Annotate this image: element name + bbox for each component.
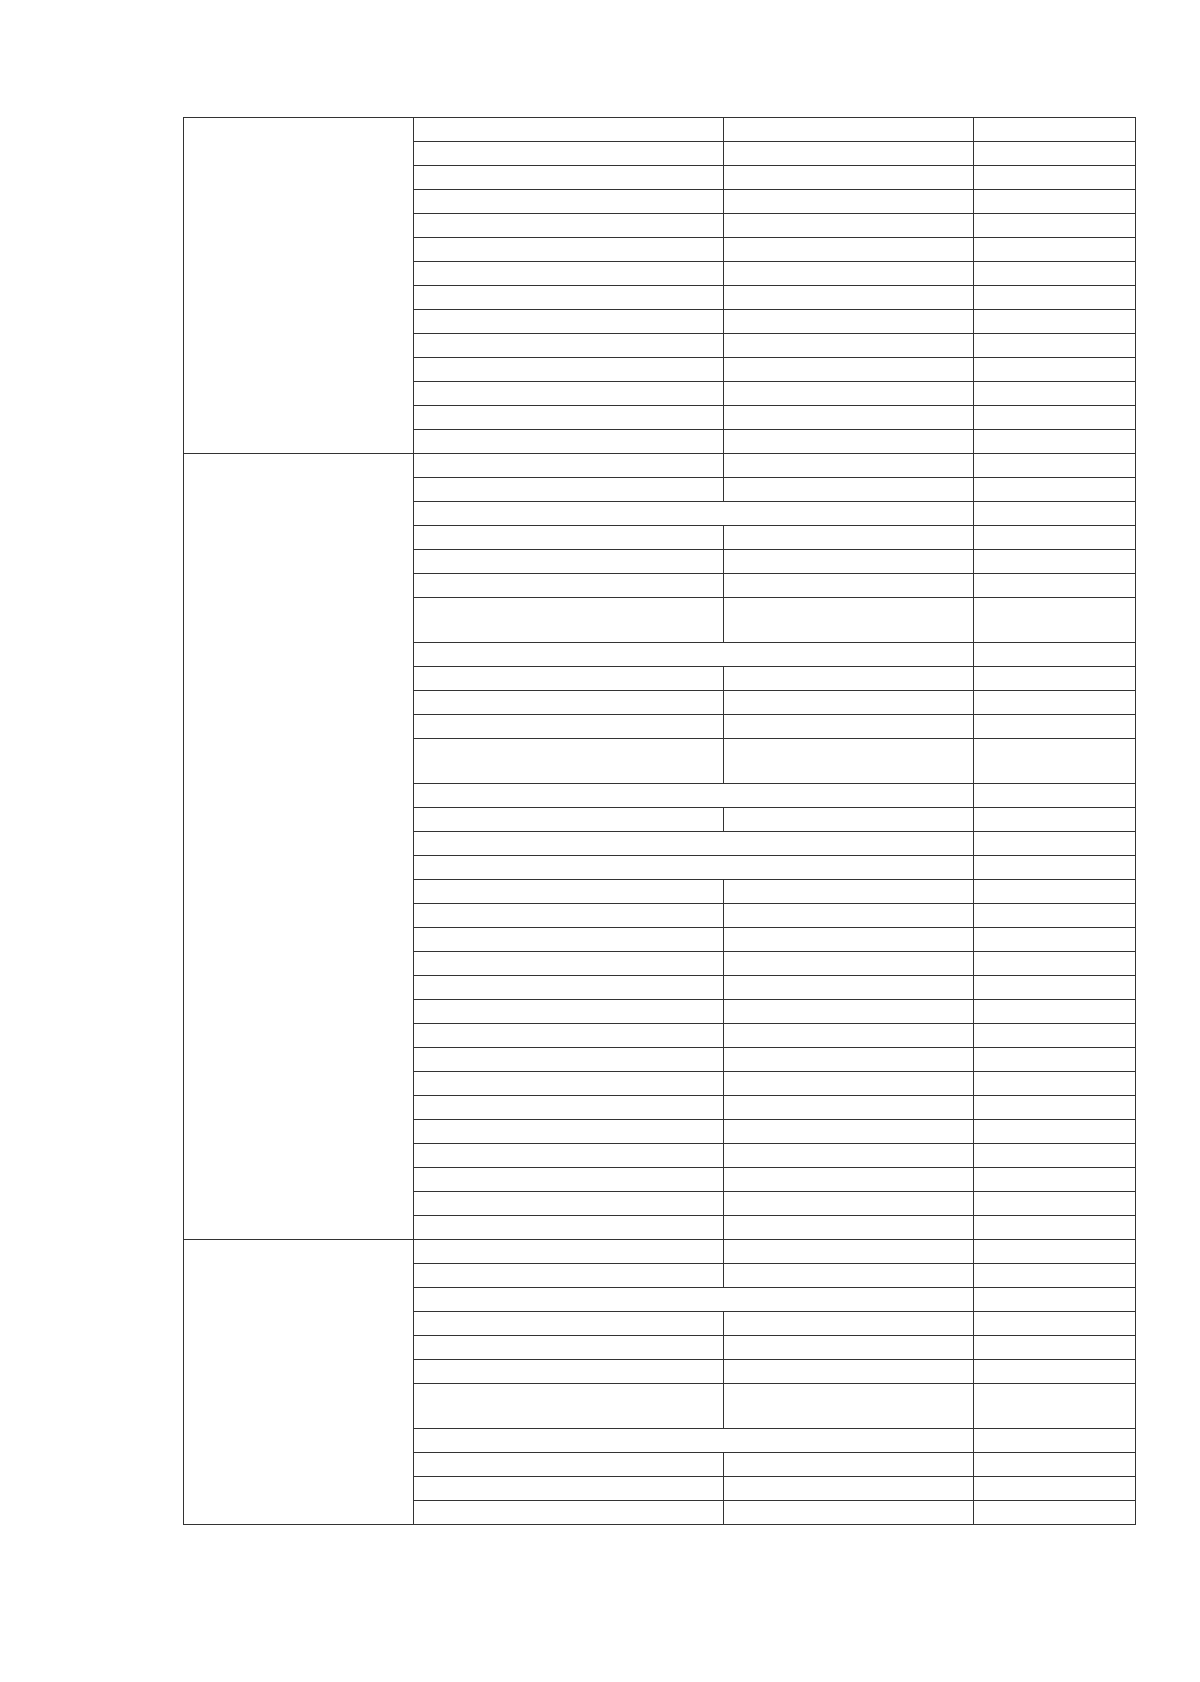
- area-name-cell: [414, 784, 974, 808]
- quarters-cell: [724, 142, 974, 166]
- area-value-cell: [974, 358, 1136, 382]
- area-name-cell: [414, 358, 724, 382]
- quarters-cell: [724, 358, 974, 382]
- area-name-cell: [414, 832, 974, 856]
- area-name-cell: [414, 166, 724, 190]
- quarters-cell: [724, 118, 974, 142]
- area-value-cell: [974, 1048, 1136, 1072]
- area-value-cell: [974, 502, 1136, 526]
- area-name-cell: [414, 1168, 724, 1192]
- area-name-cell: [414, 1024, 724, 1048]
- area-value-cell: [974, 430, 1136, 454]
- quarters-cell: [724, 166, 974, 190]
- quarters-cell: [724, 1000, 974, 1024]
- quarters-cell: [724, 286, 974, 310]
- area-value-cell: [974, 904, 1136, 928]
- area-value-cell: [974, 784, 1136, 808]
- quarters-cell: [724, 598, 974, 643]
- area-value-cell: [974, 880, 1136, 904]
- area-value-cell: [974, 1120, 1136, 1144]
- area-value-cell: [974, 598, 1136, 643]
- quarters-cell: [724, 667, 974, 691]
- area-value-cell: [974, 382, 1136, 406]
- quarters-cell: [724, 1453, 974, 1477]
- purpose-cell: [184, 1240, 414, 1525]
- area-name-cell: [414, 598, 724, 643]
- quarters-cell: [724, 739, 974, 784]
- area-name-cell: [414, 190, 724, 214]
- area-value-cell: [974, 739, 1136, 784]
- quarters-cell: [724, 454, 974, 478]
- area-name-cell: [414, 928, 724, 952]
- area-name-cell: [414, 1453, 724, 1477]
- area-name-cell: [414, 691, 724, 715]
- purpose-cell: [184, 118, 414, 454]
- area-value-cell: [974, 1360, 1136, 1384]
- area-name-cell: [414, 1429, 974, 1453]
- area-value-cell: [974, 118, 1136, 142]
- quarters-cell: [724, 880, 974, 904]
- area-value-cell: [974, 928, 1136, 952]
- area-name-cell: [414, 1360, 724, 1384]
- quarters-cell: [724, 238, 974, 262]
- area-name-cell: [414, 214, 724, 238]
- quarters-cell: [724, 574, 974, 598]
- area-value-cell: [974, 190, 1136, 214]
- area-value-cell: [974, 1216, 1136, 1240]
- area-value-cell: [974, 214, 1136, 238]
- area-value-cell: [974, 952, 1136, 976]
- area-value-cell: [974, 1264, 1136, 1288]
- area-value-cell: [974, 1024, 1136, 1048]
- area-value-cell: [974, 1429, 1136, 1453]
- area-value-cell: [974, 808, 1136, 832]
- area-value-cell: [974, 1477, 1136, 1501]
- area-name-cell: [414, 1192, 724, 1216]
- area-name-cell: [414, 262, 724, 286]
- quarters-cell: [724, 952, 974, 976]
- area-name-cell: [414, 1216, 724, 1240]
- area-value-cell: [974, 550, 1136, 574]
- area-name-cell: [414, 667, 724, 691]
- area-name-cell: [414, 856, 974, 880]
- area-value-cell: [974, 406, 1136, 430]
- quarters-cell: [724, 1144, 974, 1168]
- quarters-cell: [724, 1192, 974, 1216]
- quarters-cell: [724, 715, 974, 739]
- area-name-cell: [414, 1000, 724, 1024]
- area-value-cell: [974, 1336, 1136, 1360]
- area-value-cell: [974, 454, 1136, 478]
- area-name-cell: [414, 1144, 724, 1168]
- quarters-cell: [724, 976, 974, 1000]
- area-value-cell: [974, 574, 1136, 598]
- area-value-cell: [974, 238, 1136, 262]
- area-name-cell: [414, 1240, 724, 1264]
- quarters-cell: [724, 550, 974, 574]
- quarters-cell: [724, 928, 974, 952]
- quarters-cell: [724, 691, 974, 715]
- area-name-cell: [414, 574, 724, 598]
- area-name-cell: [414, 286, 724, 310]
- area-value-cell: [974, 1072, 1136, 1096]
- area-name-cell: [414, 904, 724, 928]
- area-name-cell: [414, 1120, 724, 1144]
- area-value-cell: [974, 715, 1136, 739]
- area-value-cell: [974, 832, 1136, 856]
- quarters-cell: [724, 262, 974, 286]
- area-value-cell: [974, 478, 1136, 502]
- area-value-cell: [974, 142, 1136, 166]
- area-value-cell: [974, 1000, 1136, 1024]
- quarters-cell: [724, 1240, 974, 1264]
- quarters-cell: [724, 1477, 974, 1501]
- quarters-cell: [724, 904, 974, 928]
- area-value-cell: [974, 310, 1136, 334]
- forest-use-table: [183, 117, 1136, 1525]
- area-name-cell: [414, 1072, 724, 1096]
- table-body: [184, 118, 1136, 1525]
- area-value-cell: [974, 856, 1136, 880]
- quarters-cell: [724, 1120, 974, 1144]
- area-name-cell: [414, 976, 724, 1000]
- purpose-cell: [184, 454, 414, 1240]
- quarters-cell: [724, 1072, 974, 1096]
- area-name-cell: [414, 952, 724, 976]
- quarters-cell: [724, 1501, 974, 1525]
- area-name-cell: [414, 502, 974, 526]
- area-name-cell: [414, 142, 724, 166]
- area-value-cell: [974, 1144, 1136, 1168]
- table-row: [184, 454, 1136, 478]
- area-name-cell: [414, 880, 724, 904]
- area-value-cell: [974, 526, 1136, 550]
- area-name-cell: [414, 1288, 974, 1312]
- quarters-cell: [724, 1384, 974, 1429]
- area-name-cell: [414, 1312, 724, 1336]
- quarters-cell: [724, 1168, 974, 1192]
- area-name-cell: [414, 310, 724, 334]
- area-name-cell: [414, 238, 724, 262]
- area-name-cell: [414, 1264, 724, 1288]
- area-value-cell: [974, 166, 1136, 190]
- quarters-cell: [724, 406, 974, 430]
- quarters-cell: [724, 1336, 974, 1360]
- area-name-cell: [414, 382, 724, 406]
- quarters-cell: [724, 1264, 974, 1288]
- area-value-cell: [974, 1192, 1136, 1216]
- quarters-cell: [724, 1360, 974, 1384]
- area-name-cell: [414, 715, 724, 739]
- area-name-cell: [414, 478, 724, 502]
- quarters-cell: [724, 310, 974, 334]
- area-value-cell: [974, 667, 1136, 691]
- quarters-cell: [724, 214, 974, 238]
- area-name-cell: [414, 739, 724, 784]
- quarters-cell: [724, 1048, 974, 1072]
- quarters-cell: [724, 430, 974, 454]
- area-value-cell: [974, 1240, 1136, 1264]
- area-value-cell: [974, 334, 1136, 358]
- area-value-cell: [974, 643, 1136, 667]
- quarters-cell: [724, 1096, 974, 1120]
- quarters-cell: [724, 526, 974, 550]
- area-value-cell: [974, 691, 1136, 715]
- area-value-cell: [974, 1501, 1136, 1525]
- area-name-cell: [414, 1384, 724, 1429]
- table-row: [184, 1240, 1136, 1264]
- area-name-cell: [414, 1501, 724, 1525]
- area-name-cell: [414, 808, 724, 832]
- area-name-cell: [414, 550, 724, 574]
- quarters-cell: [724, 1312, 974, 1336]
- area-name-cell: [414, 118, 724, 142]
- area-value-cell: [974, 1384, 1136, 1429]
- area-value-cell: [974, 1288, 1136, 1312]
- area-name-cell: [414, 1336, 724, 1360]
- quarters-cell: [724, 1024, 974, 1048]
- area-name-cell: [414, 334, 724, 358]
- area-name-cell: [414, 643, 974, 667]
- quarters-cell: [724, 478, 974, 502]
- area-value-cell: [974, 1168, 1136, 1192]
- area-name-cell: [414, 406, 724, 430]
- area-name-cell: [414, 1048, 724, 1072]
- area-value-cell: [974, 1096, 1136, 1120]
- quarters-cell: [724, 808, 974, 832]
- table-row: [184, 118, 1136, 142]
- area-name-cell: [414, 1477, 724, 1501]
- quarters-cell: [724, 1216, 974, 1240]
- area-name-cell: [414, 1096, 724, 1120]
- area-name-cell: [414, 526, 724, 550]
- area-value-cell: [974, 1312, 1136, 1336]
- quarters-cell: [724, 334, 974, 358]
- quarters-cell: [724, 190, 974, 214]
- area-name-cell: [414, 454, 724, 478]
- area-value-cell: [974, 976, 1136, 1000]
- area-name-cell: [414, 430, 724, 454]
- area-value-cell: [974, 286, 1136, 310]
- quarters-cell: [724, 382, 974, 406]
- area-value-cell: [974, 1453, 1136, 1477]
- area-value-cell: [974, 262, 1136, 286]
